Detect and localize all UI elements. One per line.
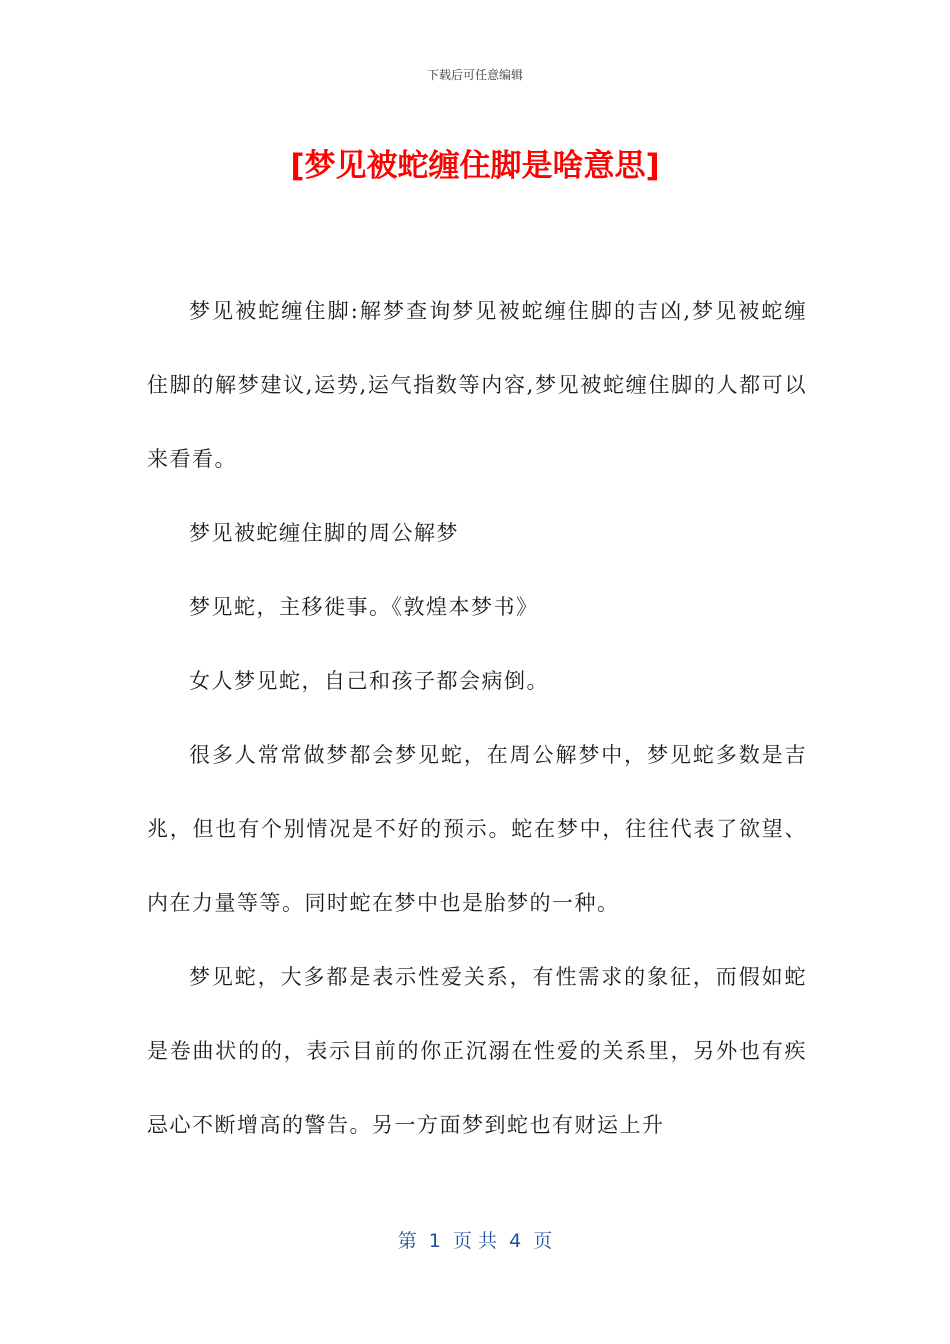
- page-footer: 第 1 页 共 4 页: [397, 1230, 553, 1252]
- document-title: [梦见被蛇缠住脚是啥意思]: [290, 148, 660, 184]
- header-note: 下载后可任意编辑: [426, 68, 523, 82]
- paragraph: 女人梦见蛇，自己和孩子都会病倒。: [189, 669, 549, 693]
- paragraph: 梦见被蛇缠住脚:解梦查询梦见被蛇缠住脚的吉凶,梦见被蛇缠住脚的解梦建议,运势,运气指数等内容,梦见被蛇缠住脚的人都可以来看看。: [147, 299, 807, 471]
- paragraph: 梦见蛇，大多都是表示性爱关系，有性需求的象征，而假如蛇是卷曲状的的，表示目前的你正沉溺在性爱的关系里，另外也有疾忌心不断增高的警告。另一方面梦到蛇也有财运上升: [147, 965, 807, 1137]
- paragraph: 梦见蛇，主移徙事。《敦煌本梦书》: [189, 595, 539, 619]
- paragraph: 梦见被蛇缠住脚的周公解梦: [189, 521, 459, 545]
- document-body: [147, 274, 807, 1162]
- paragraph: 很多人常常做梦都会梦见蛇，在周公解梦中，梦见蛇多数是吉兆，但也有个别情况是不好的预示。蛇在梦中，往往代表了欲望、内在力量等等。同时蛇在梦中也是胎梦的一种。: [147, 743, 807, 915]
